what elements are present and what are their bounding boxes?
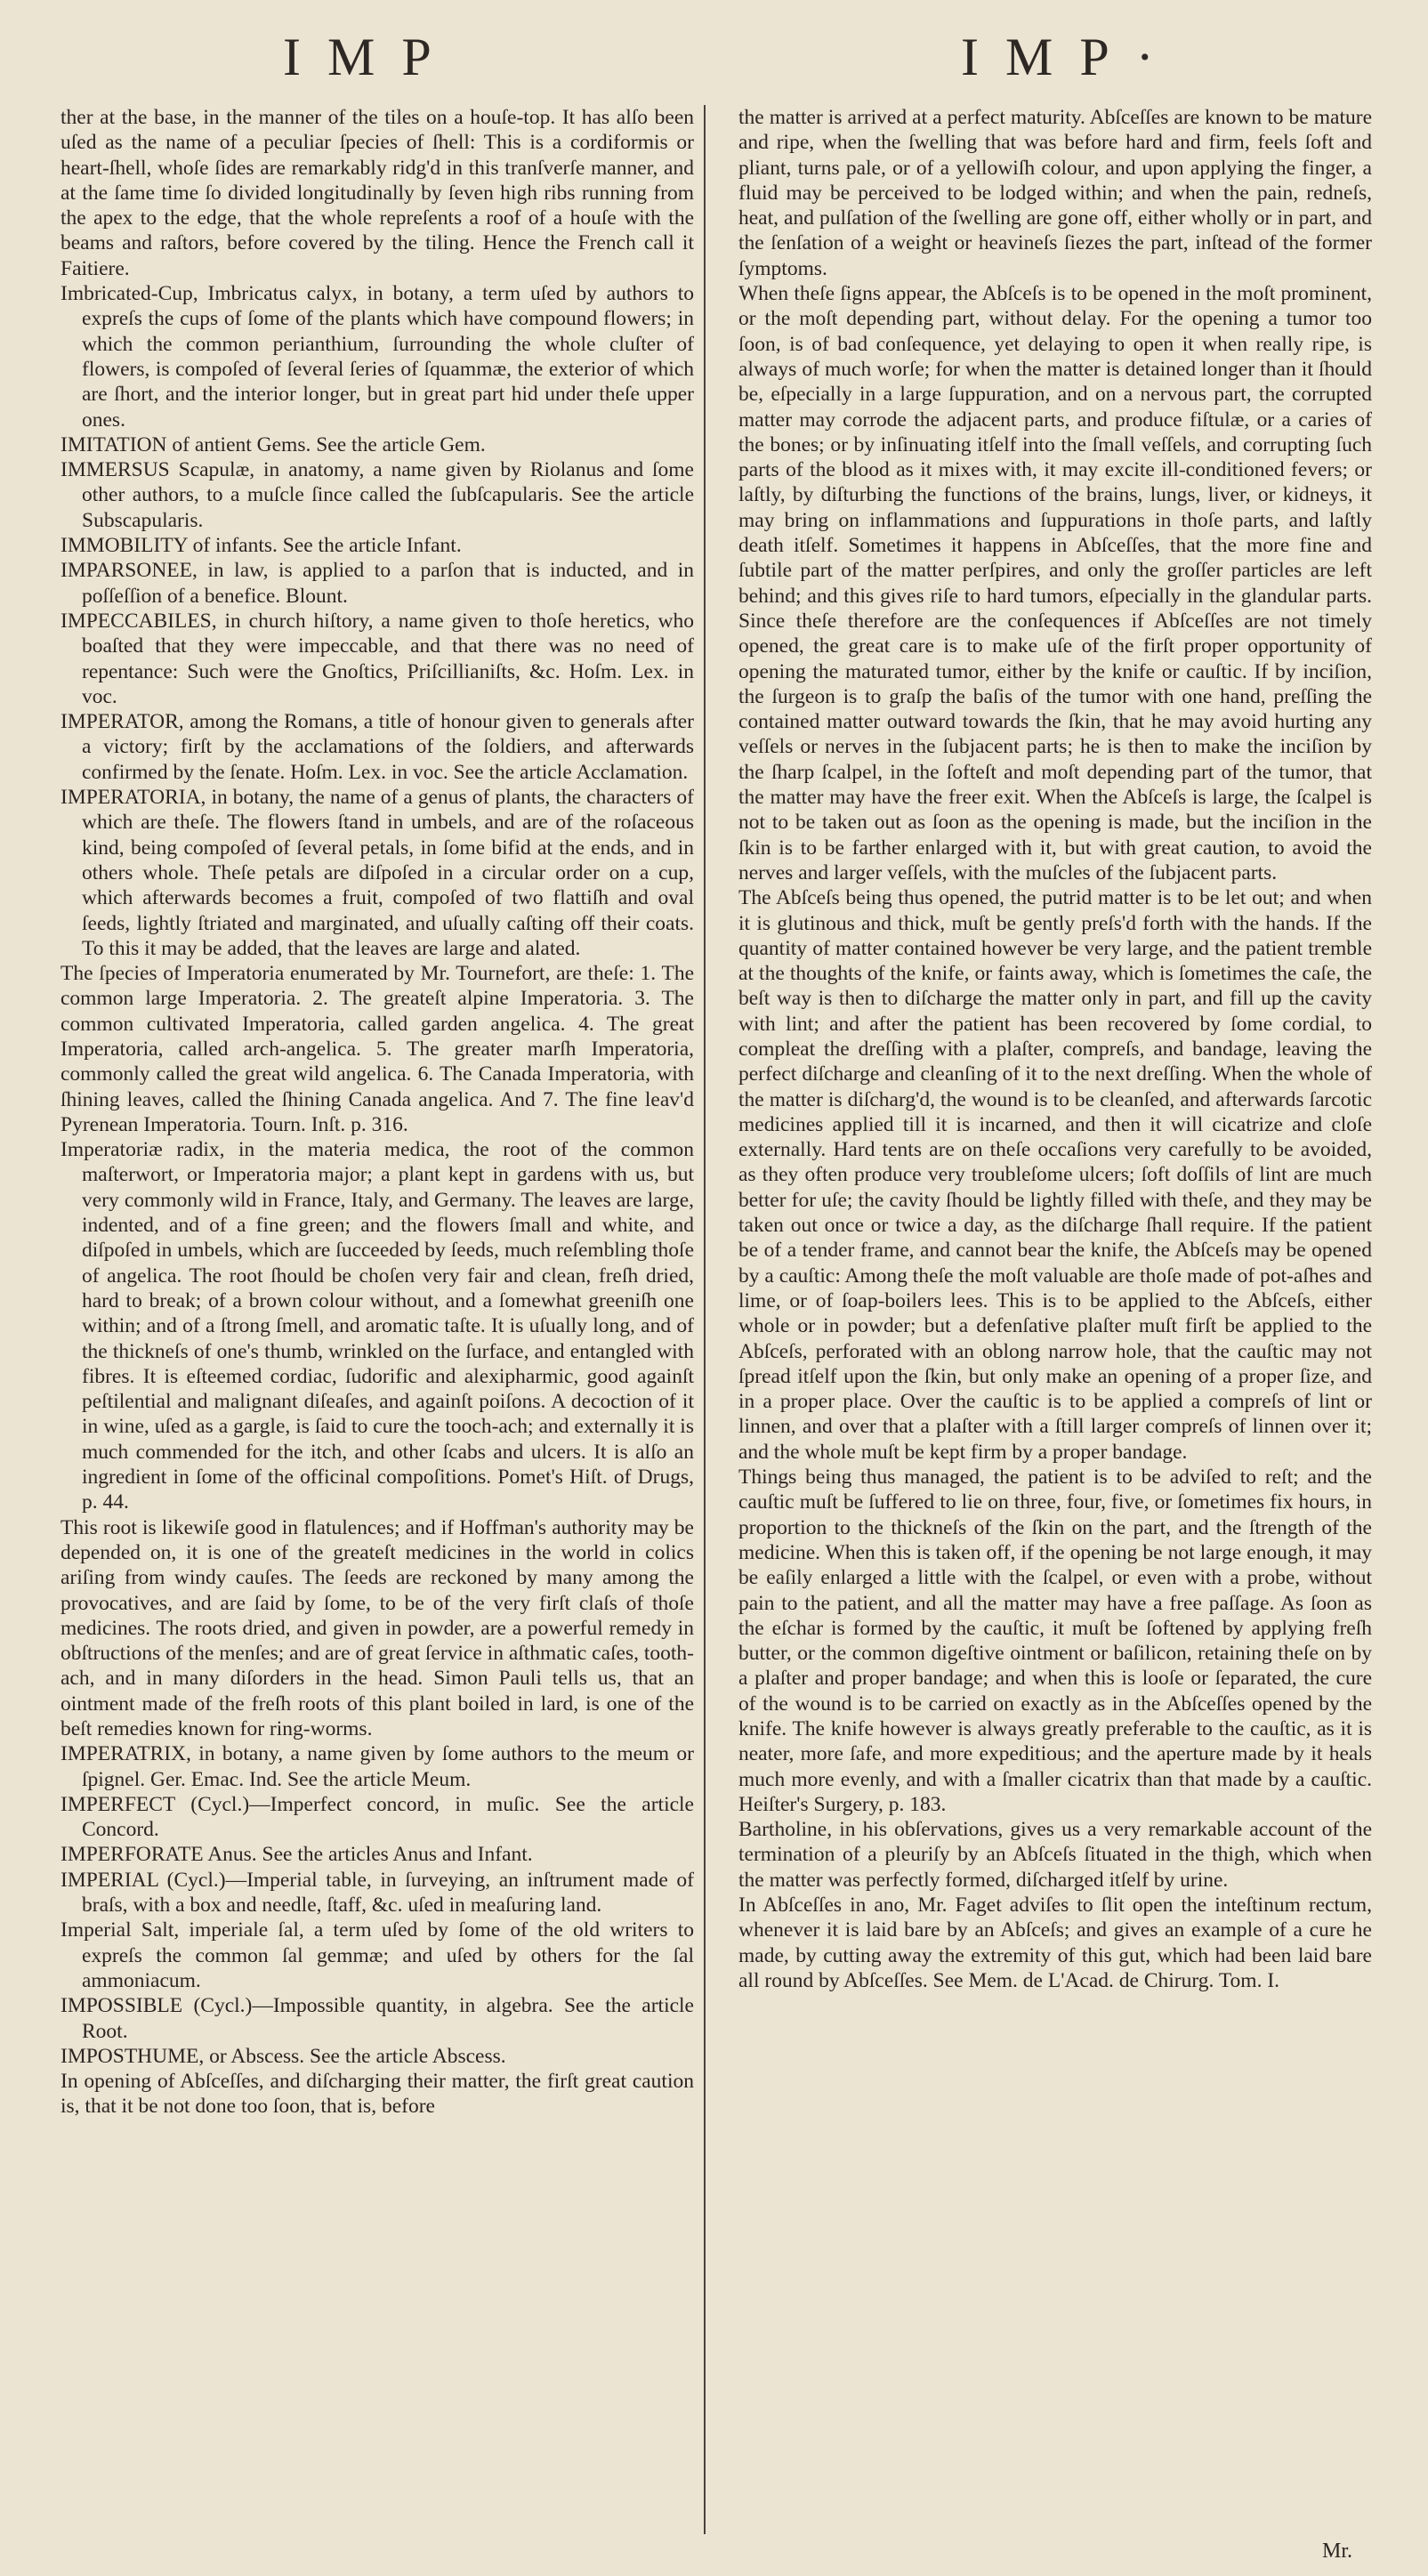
- paragraph: the matter is arrived at a perfect maturity. Abſceſſes are known to be mature and ripe, when the ſwelling that was before hard and firm, feels ſoft and pliant, turns pale, or of a yellowiſh colour, and upon applying the finger, a fluid may be perceived to be lodged within; and when the pain, redneſs, heat, and pulſation of the ſwelling are gone off, either wholly or in part, and the ſenſation of a weight or heavineſs ſiezes the part, inſtead of the former ſymptoms.: [738, 106, 1372, 280]
- paragraph: This root is likewiſe good in flatulences; and if Hoffman's authority may be depended on, it is one of the greateſt medicines in the world in colics ariſing from windy cauſes. The ſeeds are reckoned by many among the provocatives, and are ſaid by ſome, to be of the very firſt claſs of thoſe medicines. The roots dried, and given in powder, are a powerful remedy in obſtructions of the menſes; and are of great ſervice in aſthmatic caſes, tooth-ach, and in many diſorders in the head. Simon Pauli tells us, that an ointment made of the freſh roots of this plant boiled in lard, is one of the beſt remedies known for ring-worms.: [61, 1515, 694, 1740]
- dictionary-entry: IMPERFORATE Anus. See the articles Anus and Infant.: [61, 1843, 533, 1867]
- dictionary-entry: Imperatoriæ radix, in the materia medica, the root of the common maſterwort, or Imperatoria major; a plant kept in gardens with us, but very commonly wild in France, Italy, and Germany. The leaves are large, indented, and of a fine green; and the flowers ſmall and white, and diſpoſed in umbels, which are ſucceeded by ſeeds, much reſembling thoſe of angelica. The root ſhould be choſen very fair and clean, freſh dried, hard to break; of a brown colour without, and a ſomewhat greeniſh one within; and of a ſtrong ſmell, and aromatic taſte. It is uſually long, and of the thickneſs of one's thumb, wrinkled on the ſurface, and entangled with fibres. It is eſteemed cordiac, ſudorific and alexipharmic, good againſt peſtilential and malignant diſeaſes, and againſt poiſons. A decoction of it in wine, uſed as a gargle, is ſaid to cure the tooch-ach; and externally it is much commended for the itch, and other ſcabs and ulcers. It is alſo an ingredient in ſome of the officinal compoſitions. Pomet's Hiſt. of Drugs, p. 44.: [61, 1138, 694, 1514]
- right-column: [738, 105, 1372, 1993]
- dictionary-entry: IMPERIAL (Cycl.)—Imperial table, in ſurveying, an inſtrument made of braſs, with a box and needle, ſtaff, &c. uſed in meaſuring land.: [61, 1868, 694, 1918]
- dictionary-entry: IMPERFECT (Cycl.)—Imperfect concord, in muſic. See the article Concord.: [61, 1792, 694, 1842]
- dictionary-entry: IMPOSTHUME, or Abscess. See the article Abscess.: [61, 2044, 506, 2068]
- paragraph: In opening of Abſceſſes, and diſcharging their matter, the firſt great caution is, that it be not done too ſoon, that is, before: [61, 2070, 694, 2119]
- dictionary-entry: IMITATION of antient Gems. See the article Gem.: [61, 432, 486, 456]
- dictionary-entry: IMPERATOR, among the Romans, a title of honour given to generals after a victory; firſt by the acclamations of the ſoldiers, and afterwards confirmed by the ſenate. Hoſm. Lex. in voc. See the article Acclamation.: [61, 710, 694, 784]
- paragraph: Things being thus managed, the patient is to be adviſed to reſt; and the cauſtic muſt be ſuffered to lie on three, four, five, or ſometimes fix hours, in proportion to the thickneſs of the ſkin on the part, and the ſtrength of the medicine. When this is taken off, if the opening be not large enough, it may be eaſily enlarged a little with the ſcalpel, or even with a probe, without pain to the patient, and all the matter may have a free paſſage. As ſoon as the eſchar is formed by the cauſtic, it muſt be ſoftened by applying freſh butter, or the common digeſtive ointment or baſilicon, retaining theſe on by a plaſter and proper bandage; and when this is looſe or ſeparated, the cure of the wound is to be carried on exactly as in the Abſceſſes opened by the knife. The knife however is always greatly preferable to the cauſtic, as it is neater, more ſafe, and more expeditious; and the aperture made by it heals much more evenly, and with a ſmaller cicatrix than that made by a cauſtic. Heiſter's Surgery, p. 183.: [738, 1466, 1372, 1816]
- dictionary-entry: IMPERATRIX, in botany, a name given by ſome authors to the meum or ſpignel. Ger. Emac. Ind. See the article Meum.: [61, 1742, 694, 1791]
- left-column: [61, 105, 694, 2120]
- paragraph: The Abſceſs being thus opened, the putrid matter is to be let out; and when it is glutinous and thick, muſt be gently preſs'd forth with the hands. If the quantity of matter contained however be very large, and the patient tremble at the thoughts of the knife, or faints away, which is ſometimes the caſe, the beſt way is then to diſcharge the matter only in part, and fill up the cavity with lint; and after the patient has been recovered by ſome cordial, to compleat the dreſſing with a plaſter, compreſs, and bandage, leaving the perfect diſcharge and cleanſing of it to the next dreſſing. When the whole of the matter is diſcharg'd, the wound is to be cleanſed, and afterwards ſarcotic medicines applied till it is incarned, and then it will cicatrize and cloſe externally. Hard tents are on theſe occaſions very carefully to be avoided, as they often produce very troubleſome ulcers; ſoft doſſils of lint are much better for uſe; the cavity ſhould be lightly filled with theſe, and they may be taken out once or twice a day, as the diſcharge ſhall require. If the patient be of a tender frame, and cannot bear the knife, the Abſceſs may be opened by a cauſtic: Among theſe the moſt valuable are thoſe made of pot-aſhes and lime, or of ſoap-boilers lees. This is to be applied to the Abſceſs, either whole or in powder; but a defenſative plaſter muſt firſt be applied to the Abſceſs, perforated with an oblong narrow hole, that the cauſtic may not ſpread itſelf upon the ſkin, but only make an opening of a proper ſize, and in a proper place. Over the cauſtic is to be applied a compreſs of lint or linnen, and over that a plaſter with a ſtill larger compreſs of linnen over it; and the whole muſt be kept firm by a proper bandage.: [738, 886, 1372, 1464]
- paragraph: When theſe ſigns appear, the Abſceſs is to be opened in the moſt prominent, or the moſt depending part, without delay. For the opening a tumor too ſoon, is of bad conſequence, yet delaying to open it when really ripe, is always of much worſe; for when the matter is detained longer than it ſhould be, eſpecially in a large ſuppuration, and on a nervous part, the corrupted matter may corrode the adjacent parts, and produce fiſtulæ, or a caries of the bones; or by inſinuating itſelf into the ſmall veſſels, and corrupting ſuch parts of the blood as it mixes with, it may excite ill-conditioned fevers; or laſtly, by diſturbing the functions of the brains, lungs, liver, or kidneys, it may bring on inflammations and ſuppurations in thoſe parts, and laſtly death itſelf. Sometimes it happens in Abſceſſes, that the more fine and ſubtile part of the matter perſpires, and only the groſſer particles are left behind; and this gives riſe to hard tumors, eſpecially in the glandular parts. Since theſe therefore are the conſequences if Abſceſſes are not timely opened, the great care is to make uſe of the firſt proper opportunity of opening the maturated tumor, either by the knife or cauſtic. If by inciſion, the ſurgeon is to graſp the baſis of the tumor with one hand, preſſing the contained matter outward towards the ſkin, that he may avoid hurting any veſſels or nerves in the ſubjacent parts; he is then to make the inciſion by the ſharp ſcalpel, in the ſofteſt and moſt depending part of the tumor, that the matter may have the freer exit. When the Abſceſs is large, the ſcalpel is not to be taken out as ſoon as the opening is made, but the inciſion in the ſkin is to be farther enlarged with it, but with great caution, to avoid the nerves and larger veſſels, with the muſcles of the ſubjacent parts.: [738, 282, 1372, 884]
- paragraph: The ſpecies of Imperatoria enumerated by Mr. Tournefort, are theſe: 1. The common large Imperatoria. 2. The greateſt alpine Imperatoria. 3. The common cultivated Imperatoria, called garden angelica. 4. The great Imperatoria, called arch-angelica. 5. The greater marſh Imperatoria, commonly called the great wild angelica. 6. The Canada Imperatoria, with ſhining leaves, called the ſhining Canada angelica. And 7. The fine leav'd Pyrenean Imperatoria. Tourn. Inſt. p. 316.: [61, 962, 694, 1136]
- dictionary-entry: IMPECCABILES, in church hiſtory, a name given to thoſe heretics, who boaſted that they were impeccable, and that there was no need of repentance: Such were the Gnoſtics, Priſcillianiſts, &c. Hoſm. Lex. in voc.: [61, 609, 694, 708]
- dictionary-entry: IMPOSSIBLE (Cycl.)—Impossible quantity, in algebra. See the article Root.: [61, 1994, 694, 2043]
- paragraph: ther at the base, in the manner of the tiles on a houſe-top. It has alſo been uſed as the name of a peculiar ſpecies of ſhell: This is a cordiformis or heart-ſhell, whoſe ſides are remarkably ridg'd in this tranſverſe manner, and at the ſame time ſo divided longitudinally by ſeven high ribs running from the apex to the edge, that the whole repreſents a roof of a houſe with the beams and raſtors, before covered by the tiling. Hence the French call it Faitiere.: [61, 106, 694, 280]
- dictionary-entry: IMPERATORIA, in botany, the name of a genus of plants, the characters of which are theſe. The flowers ſtand in umbels, and are of the roſaceous kind, being compoſed of ſeveral petals, in ſome bifid at the ends, and in others whole. Theſe petals are diſpoſed in a circular order on a cup, which afterwards becomes a fruit, compoſed of two flattiſh and oval ſeeds, lightly ſtriated and marginated, and uſually caſting off their coats. To this it may be added, that the leaves are large and alated.: [61, 786, 694, 960]
- dictionary-entry: IMMOBILITY of infants. See the article Infant.: [61, 534, 462, 558]
- catchword: Mr.: [1321, 2540, 1352, 2563]
- paragraph: Bartholine, in his obſervations, gives us a very remarkable account of the termination of a pleuriſy by an Abſceſs ſituated in the thigh, which when the matter was perfectly formed, diſcharged itſelf by urine.: [738, 1818, 1372, 1892]
- dictionary-entry: Imperial Salt, imperiale ſal, a term uſed by ſome of the old writers to expreſs the common ſal gemmæ; and uſed by others for the ſal ammoniacum.: [61, 1918, 694, 1992]
- paragraph: In Abſceſſes in ano, Mr. Faget adviſes to ſlit open the inteſtinum rectum, whenever it is laid bare by an Abſceſs; and gives an example of a cure he made, by cutting away the extremity of this gut, which had been laid bare all round by Abſceſſes. See Mem. de L'Acad. de Chirurg. Tom. I.: [738, 1894, 1372, 1992]
- dictionary-entry: IMMERSUS Scapulæ, in anatomy, a name given by Riolanus and ſome other authors, to a muſcle ſince called the ſubſcapularis. See the article Subscapularis.: [61, 458, 694, 532]
- dictionary-entry: Imbricated-Cup, Imbricatus calyx, in botany, a term uſed by authors to expreſs the cups of ſome of the plants which have compound flowers; in which the common perianthium, ſurrounding the whole cluſter of flowers, is compoſed of ſeveral ſeries of ſquammæ, the exterior of which are ſhort, and the interior longer, but in great part hid under theſe upper ones.: [61, 282, 694, 432]
- column-rule: [704, 105, 706, 2534]
- dictionary-entry: IMPARSONEE, in law, is applied to a parſon that is inducted, and in poſſeſſion of a benefice. Blount.: [61, 559, 694, 608]
- running-head-right: IMP·: [961, 28, 1181, 86]
- running-head-left: IMP: [283, 28, 458, 86]
